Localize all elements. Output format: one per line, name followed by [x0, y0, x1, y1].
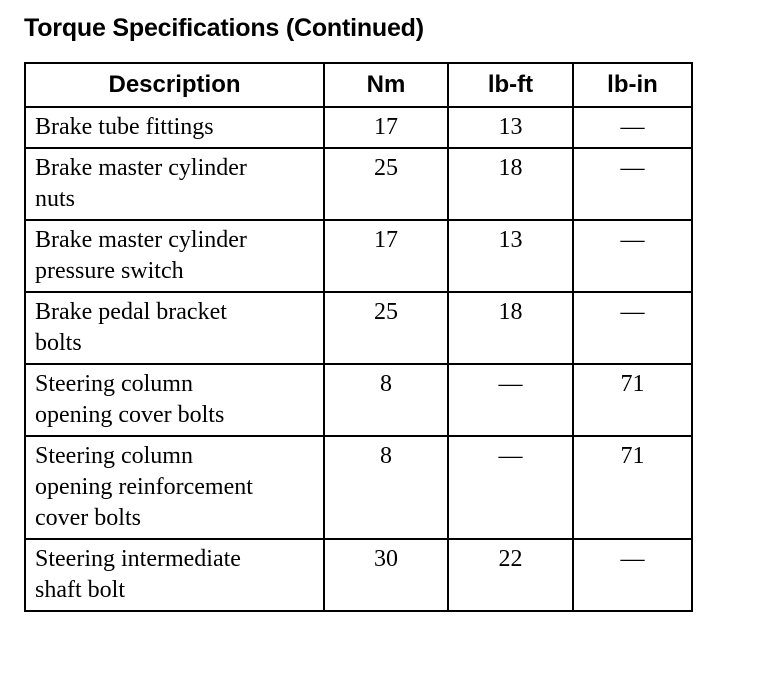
description-cell [25, 148, 324, 220]
nm-value: 30 [324, 539, 448, 611]
description-cell [25, 539, 324, 611]
nm-value: 17 [324, 220, 448, 292]
column-header-nm: Nm [324, 63, 448, 107]
table-row [25, 220, 692, 292]
lb-ft-value: 22 [448, 539, 573, 611]
column-header-lb-in: lb-in [573, 63, 692, 107]
table-row [25, 436, 692, 539]
lb-in-value: — [573, 539, 692, 611]
lb-ft-value: — [448, 436, 573, 539]
nm-value: 17 [324, 107, 448, 148]
lb-in-value: — [573, 107, 692, 148]
description-text: Brake tube fittings [35, 114, 214, 140]
nm-value: 8 [324, 436, 448, 539]
description-cell [25, 292, 324, 364]
description-text: Brake pedal bracket [35, 299, 227, 325]
lb-ft-value: 13 [448, 107, 573, 148]
column-header-description: Description [25, 63, 324, 107]
description-cell [25, 364, 324, 436]
column-header-lb-ft: lb-ft [448, 63, 573, 107]
description-text: Steering column [35, 371, 193, 397]
description-text: Steering intermediate [35, 546, 241, 572]
description-text: Brake master cylinder [35, 227, 247, 253]
lb-in-value: 71 [573, 436, 692, 539]
lb-in-value: — [573, 292, 692, 364]
page-title: Torque Specifications (Continued) [24, 14, 424, 42]
description-cell [25, 220, 324, 292]
description-text: nuts [35, 186, 76, 212]
nm-value: 8 [324, 364, 448, 436]
description-text: Steering column [35, 443, 193, 469]
description-text: shaft bolt [35, 577, 125, 603]
description-text: bolts [35, 330, 82, 356]
description-text: Brake master cylinder [35, 155, 247, 181]
torque-specifications-table [24, 62, 693, 612]
description-text: cover bolts [35, 505, 141, 531]
table-row [25, 364, 692, 436]
table-header-row [25, 63, 692, 107]
lb-ft-value: 18 [448, 292, 573, 364]
nm-value: 25 [324, 292, 448, 364]
table-row [25, 148, 692, 220]
description-cell [25, 436, 324, 539]
lb-in-value: — [573, 220, 692, 292]
table-row [25, 292, 692, 364]
table-row [25, 539, 692, 611]
nm-value: 25 [324, 148, 448, 220]
lb-in-value: — [573, 148, 692, 220]
description-text: pressure switch [35, 258, 184, 284]
lb-ft-value: 13 [448, 220, 573, 292]
lb-in-value: 71 [573, 364, 692, 436]
lb-ft-value: 18 [448, 148, 573, 220]
lb-ft-value: — [448, 364, 573, 436]
description-text: opening reinforcement [35, 474, 253, 500]
description-cell [25, 107, 324, 148]
table-row [25, 107, 692, 148]
description-text: opening cover bolts [35, 402, 225, 428]
